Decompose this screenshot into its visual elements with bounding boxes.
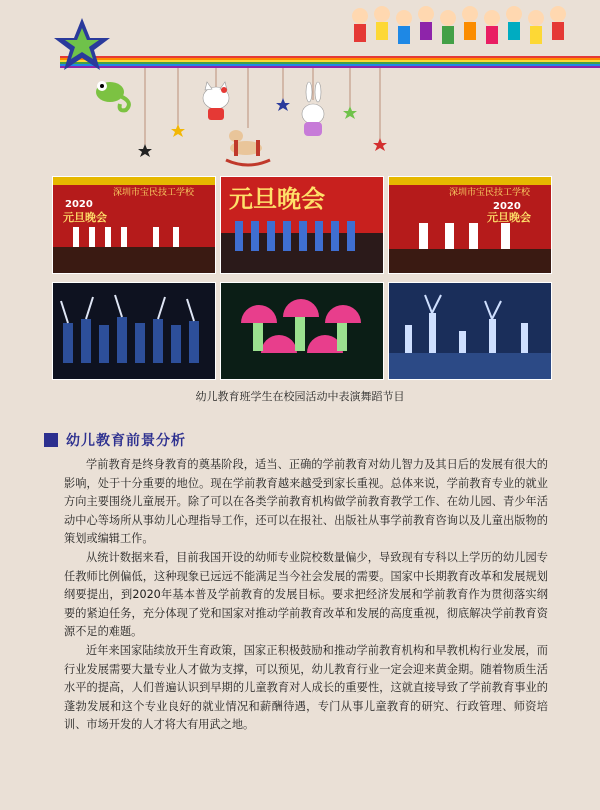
banner-year: 2020 <box>493 201 521 212</box>
photo-caption: 幼儿教育班学生在校园活动中表演舞蹈节目 <box>195 390 405 403</box>
paragraph-3: 近年来国家陆续放开生育政策，国家正积极鼓励和推动学前教育机构和早教机构行业发展，而行业发展需要大量专业人才做为支撑，可以预见，幼儿教育行业一定会迎来黄金期。随着物质生活水平的提高，人们普遍认识到早期的儿童教育对人成长的重要性，这就直接导致了学前教育事业的蓬勃发展和这个专业良好的就业情况和薪酬待遇，专门从事儿童教育的研究、行政管理、师资培训、市场开发的人才将大有用武之地。 <box>64 643 548 732</box>
header-illustration <box>0 0 600 175</box>
section-heading <box>44 430 186 450</box>
hanging-strings <box>145 68 380 148</box>
kitty-doll-icon <box>203 82 229 120</box>
rocking-horse-icon <box>226 130 270 165</box>
section-title: 幼儿教育前景分析 <box>66 433 186 449</box>
photo-dance-ballet <box>388 282 552 380</box>
photo-dance-blue-costumes <box>52 282 216 380</box>
paragraph-1: 学前教育是终身教育的奠基阶段，适当、正确的学前教育对幼儿智力及其日后的发展有很大的影响，处于十分重要的地位。现在学前教育越来越受到家长重视。总体来说，学前教育专业的就业方向主要围绕儿童展开。除了可以在各类学前教育机构做学前教育教学工作、在幼儿园、青少年活动中心等场所从事幼儿心理指导工作，还可以在报社、出版社从事学前教育咨询以及儿童出版物的策划或编辑工作。 <box>64 458 548 546</box>
banner-school-name: 深圳市宝民技工学校 <box>449 188 531 198</box>
rainbow-stripe <box>60 56 600 68</box>
photo-stage-performance-2 <box>220 176 384 274</box>
article-body <box>64 456 548 735</box>
photo-stage-performance-1 <box>52 176 216 274</box>
banner-year: 2020 <box>65 199 93 210</box>
banner-event: 元旦晚会 <box>487 211 531 224</box>
paragraph-2: 从统计数据来看，目前我国开设的幼师专业院校数量偏少，导致现有专科以上学历的幼儿园专任教师比例偏低，这种现象已远远不能满足当今社会发展的需要。国家中长期教育改革和发展规划纲要提出，到2020年基本普及学前教育的发展目标。要求把经济发展和学前教育作为贯彻落实纲要的紧迫任务，充分体现了党和国家对推动学前教育改革和发展的高度重视，彻底解决学前教育资源不足的难题。 <box>64 550 548 639</box>
banner-school-name: 深圳市宝民技工学校 <box>113 188 195 198</box>
section-square-icon <box>44 433 58 447</box>
chameleon-icon <box>96 81 129 110</box>
photo-stage-performance-3 <box>388 176 552 274</box>
banner-event: 元旦晚会 <box>63 211 107 224</box>
banner-event-large: 元旦晚会 <box>229 185 325 213</box>
photo-dance-fans <box>220 282 384 380</box>
children-row-illustration <box>352 6 566 44</box>
